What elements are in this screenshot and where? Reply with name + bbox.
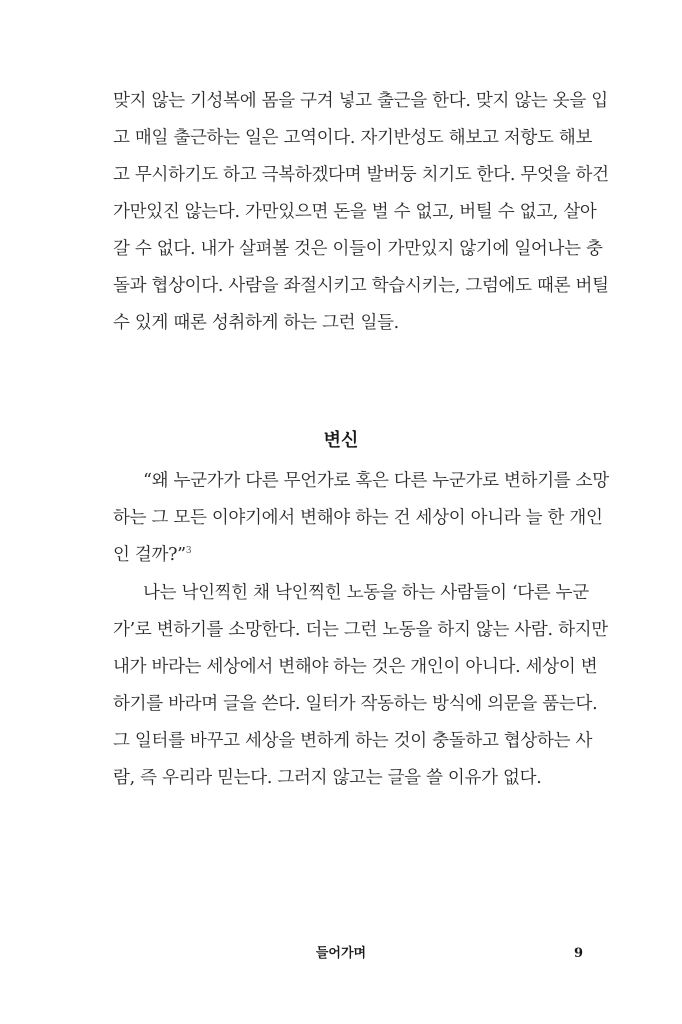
- text-line: 하기를 바라며 글을 쓴다. 일터가 작동하는 방식에 의문을 품는다.: [113, 694, 598, 714]
- quote-end-text: 인 걸까?”: [113, 545, 186, 565]
- text-line: 고 무시하기도 하고 극복하겠다며 발버둥 치기도 한다. 무엇을 하건: [113, 165, 609, 185]
- text-line: 람, 즉 우리라 믿는다. 그러지 않고는 글을 쓸 이유가 없다.: [113, 768, 542, 788]
- running-title: 들어가며: [315, 946, 367, 961]
- text-line: 하는 그 모든 이야기에서 변해야 하는 건 세상이 아니라 늘 한 개인: [113, 508, 603, 528]
- text-line: 그 일터를 바꾸고 세상을 변하게 하는 것이 충돌하고 협상하는 사: [113, 731, 593, 751]
- text-line: 갈 수 없다. 내가 살펴볼 것은 이들이 가만있지 않기에 일어나는 충: [113, 239, 603, 259]
- text-line: 수 있게 때론 성취하게 하는 그런 일들.: [113, 313, 399, 333]
- footnote-marker: 3: [185, 546, 192, 557]
- text-line: 나는 낙인찍힌 채 낙인찍힌 노동을 하는 사람들이 ‘다른 누군: [143, 583, 589, 603]
- text-line: 돌과 협상이다. 사람을 좌절시키고 학습시키는, 그럼에도 때론 버틸: [113, 276, 609, 296]
- section-heading: 변신: [323, 430, 359, 451]
- text-line: 가’로 변하기를 소망한다. 더는 그런 노동을 하지 않는 사람. 하지만: [113, 620, 608, 640]
- text-line: 맞지 않는 기성복에 몸을 구겨 넣고 출근을 한다. 맞지 않는 옷을 입: [113, 91, 608, 111]
- text-line: 내가 바라는 세상에서 변해야 하는 것은 개인이 아니다. 세상이 변: [113, 657, 598, 677]
- text-line: 가만있진 않는다. 가만있으면 돈을 벌 수 없고, 버틸 수 없고, 살아: [113, 202, 597, 222]
- text-line: “왜 누군가가 다른 무언가로 혹은 다른 누군가로 변하기를 소망: [143, 471, 609, 491]
- text-line: 고 매일 출근하는 일은 고역이다. 자기반성도 해보고 저항도 해보: [113, 128, 593, 148]
- text-line: [113, 540, 588, 570]
- page-number: 9: [574, 946, 584, 961]
